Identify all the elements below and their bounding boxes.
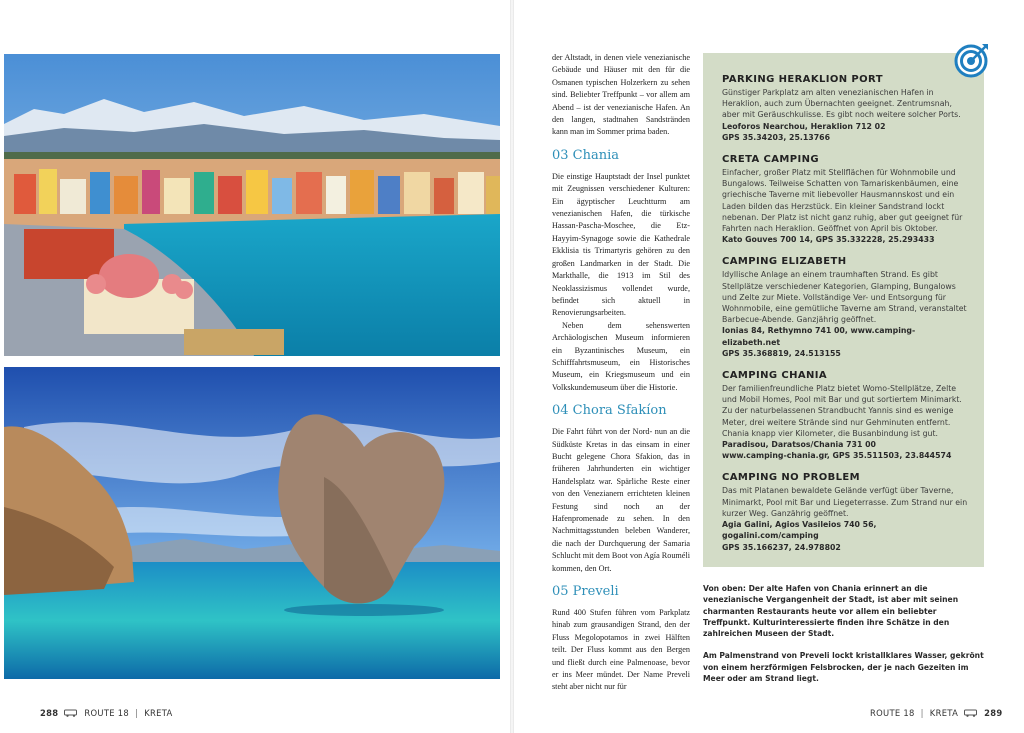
- info-entry-title: PARKING HERAKLION PORT: [722, 74, 883, 85]
- info-entry: [722, 153, 968, 245]
- info-entry-gps: GPS 35.34203, 25.13766: [722, 132, 830, 142]
- footer-separator: |: [920, 708, 924, 718]
- info-entry-title: CAMPING ELIZABETH: [722, 256, 847, 268]
- footer-right: [870, 708, 1002, 718]
- chania-paragraph-2: Neben dem sehenswerten Archäologischen Museum informieren ein Byzantinisches Museum, ein Schifffahrtsmuseum, ein Historisches Museum, ein Kriegsmuseum und ein Volkskundemuseum über die Historie.: [552, 320, 690, 392]
- info-entry-address: Agia Galini, Agios Vasileios 740 56, gogalini.com/camping: [722, 520, 877, 541]
- caption-preveli: Am Palmenstrand von Preveli lockt kristallklares Wasser, gekrönt von einem herzförmigen Felsbrocken, der je nach Gezeiten im Meer oder am Strand liegt.: [703, 651, 984, 684]
- info-entry-address: Kato Gouves 700 14, GPS 35.332228, 25.293433: [722, 235, 935, 245]
- info-entry-text: Einfacher, großer Platz mit Stellflächen für Wohnmobile und Bungalows. Teilweise Schatten von Tamariskenbäumen, eine griechische Taverne mit liebevoller Hausmannskost und ein Laden bilden das Herzstück. Ein kleiner Sandstrand lockt nebenan. Der Platz ist nicht ganz ruhig, aber gut geeignet für Fahrten nach Heraklion. Geöffnet von April bis Oktober.: [722, 168, 963, 234]
- footer-region-left: KRETA: [144, 708, 173, 718]
- info-entry-gps: GPS 35.368819, 24.513155: [722, 348, 841, 358]
- camper-van-icon: [964, 709, 978, 717]
- info-entry-address: Ionias 84, Rethymno 741 00, www.camping-elizabeth.net: [722, 326, 916, 347]
- chania-paragraph-1: Die einstige Hauptstadt der Insel punktet mit Zeugnissen verschiedener Kulturen: Ein ägyptischer Leuchtturm am venezianischen Hafen, die türkische Hassan-Pascha-Moschee, die Etz-Hayyim-Synagoge sowie die Kathedrale Ekklisia tis Trimartyris gehören zu den großen Landmarken in der Stadt. Die Markthalle, die 1913 im Stil des Neoklassizismus vollendet wurde, befindet sich aktuell in Renovierungsarbeiten.: [552, 171, 690, 318]
- caption-chania: Von oben: Der alte Hafen von Chania erinnert an die venezianische Vergangenheit der Stadt, ist aber mit seinen charmanten Restaurants heute vor allem ein beliebter Treffpunkt. Kulturinteressierte finden ihre Schätze in den zahlreichen Museen der Stadt.: [703, 584, 959, 639]
- info-entry: [722, 369, 968, 461]
- camping-info-box: [703, 53, 984, 567]
- info-entry-text: Das mit Platanen bewaldete Gelände verfügt über Taverne, Minimarkt, Pool mit Bar und Liegeterrasse. Zum Strand nur ein kurzer Weg. Ganzährig geöffnet.: [722, 486, 968, 518]
- sfakion-paragraph: Die Fahrt führt von der Nord- nun an die Südküste Kretas in das einsam in einer Bucht gelegene Chora Sfakion, das in früheren Jahrhunderten ein wichtiger Handelsplatz war. Spärliche Reste einer von den Venezianern errichteten kleinen Festung sind noch an der Hafenpromenade zu sehen. In den Nachmittagsstunden beleben Wanderer, die nach der Durchquerung der Samaria Schlucht mit dem Boot von Agía Rouméli kommen, den Ort.: [552, 427, 690, 573]
- info-entry-title: CRETA CAMPING: [722, 154, 819, 166]
- article-column: [552, 52, 690, 694]
- photo-captions: [703, 583, 984, 695]
- section-heading-sfakion: 04 Chora Sfakíon: [552, 403, 667, 419]
- preveli-rock-photo: [4, 367, 500, 679]
- target-icon: [954, 40, 992, 78]
- page-number-left: 288: [40, 708, 59, 718]
- footer-route-right: ROUTE 18: [870, 708, 915, 718]
- info-entry-text: Der familienfreundliche Platz bietet Womo-Stellplätze, Zelte und Mobil Homes, Pool mit Bar und gut sortiertem Minimarkt. Zu der naturbelassenen Strandbucht Yannis sind es wenige Meter, drei weitere Strände sind nur Gehminuten entfernt. Chania knapp vier Kilometer, die Busanbindung ist gut.: [722, 384, 962, 438]
- footer-route-left: ROUTE 18: [84, 708, 130, 718]
- chania-harbour-photo: [4, 54, 500, 356]
- camper-van-icon: [64, 709, 78, 717]
- info-entry-title: CAMPING CHANIA: [722, 370, 828, 382]
- info-entry: [722, 255, 968, 359]
- info-entry: [722, 73, 968, 143]
- info-entry-address: Paradisou, Daratsos/Chania 731 00: [722, 440, 876, 450]
- footer-left: [40, 708, 172, 718]
- section-heading-preveli: 05 Preveli: [552, 584, 619, 600]
- book-spine: [510, 0, 514, 733]
- intro-paragraph: der Altstadt, in denen viele venezianische Gebäude und Häuser mit den für die Osmanen typischen Holzerkern zu sehen sind. Beliebter Treffpunkt – vor allem am Abend – ist der venezianische Hafen. An den langen, stadtnahen Sandstränden kann man im Sommer prima baden.: [552, 53, 690, 137]
- info-entry-gps: GPS 35.166237, 24.978802: [722, 542, 841, 552]
- preveli-paragraph: Rund 400 Stufen führen vom Parkplatz hinab zum grausandigen Strand, den der Fluss Megolopotamos in zwei Hälften teilt. Der Fluss kommt aus den Bergen und fließt durch eine Palmenoase, bevor er ins Meer mündet. Der Name Preveli steht aber nicht nur für: [552, 608, 690, 692]
- section-heading-chania: 03 Chania: [552, 147, 620, 163]
- info-entry-text: Günstiger Parkplatz am alten venezianischen Hafen in Heraklion, auch zum Übernachten geeignet. Zentrumsnah, aber mit Geräuschkulisse. Es gibt noch weitere solcher Ports.: [722, 88, 961, 120]
- info-entry: [722, 471, 968, 552]
- info-entry-gps: www.camping-chania.gr, GPS 35.511503, 23.844574: [722, 451, 952, 461]
- footer-separator: |: [135, 708, 139, 718]
- page-number-right: 289: [984, 708, 1003, 718]
- info-entry-title: CAMPING NO PROBLEM: [722, 472, 860, 484]
- info-entry-address: Leoforos Nearchou, Heraklion 712 02: [722, 121, 886, 131]
- info-entry-text: Idyllische Anlage an einem traumhaften Strand. Es gibt Stellplätze verschiedener Kategorien, Glamping, Bungalows und Zelte zur Miete. Vollständige Ver- und Entsorgung für Wohnmobile, eine gemütliche Taverne am Strand, veranstaltet Barbecue-Abende. Ganzjährig geöffnet.: [722, 270, 967, 325]
- footer-region-right: KRETA: [929, 708, 959, 718]
